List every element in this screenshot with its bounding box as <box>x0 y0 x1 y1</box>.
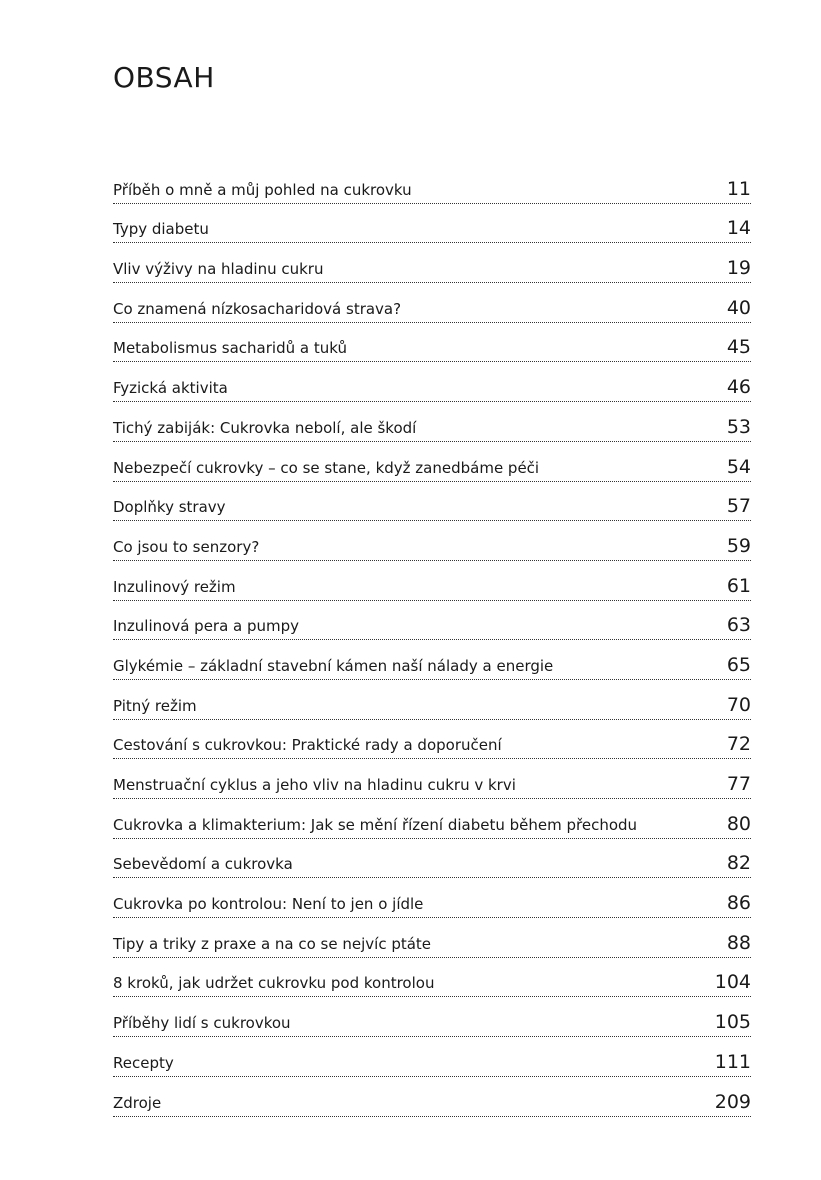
toc-entry-title: Menstruační cyklus a jeho vliv na hladinu cukru v krvi <box>113 776 516 794</box>
toc-entry[interactable] <box>113 362 751 402</box>
toc-entry-page-number: 88 <box>726 931 751 954</box>
toc-entry[interactable] <box>113 204 751 244</box>
toc-entry-title: Pitný režim <box>113 696 197 715</box>
toc-entry-page-number: 86 <box>726 892 751 915</box>
toc-entry-title: Cukrovka a klimakterium: Jak se mění řízení diabetu během přechodu <box>113 815 638 834</box>
toc-entry-title: Zdroje <box>113 1093 162 1112</box>
toc-entry-title: Cukrovka po kontrolou: Není to jen o jídle <box>113 895 424 914</box>
toc-entry-page-number: 61 <box>726 574 751 597</box>
toc-entry[interactable] <box>113 283 751 323</box>
toc-entry-title: Co znamená nízkosacharidová strava? <box>113 299 402 318</box>
toc-entry-title: Příběhy lidí s cukrovkou <box>113 1014 291 1033</box>
toc-entry[interactable] <box>113 918 751 958</box>
toc-entry-title: Metabolismus sacharidů a tuků <box>113 339 347 358</box>
toc-entry-page-number: 104 <box>714 971 751 994</box>
toc-entry-page-number: 45 <box>726 336 751 359</box>
toc-entry[interactable] <box>113 402 751 442</box>
toc-entry-page-number: 11 <box>726 177 751 200</box>
toc-entry-page-number: 72 <box>726 733 751 756</box>
toc-entry-title: Sebevědomí a cukrovka <box>113 855 293 874</box>
toc-entry[interactable] <box>113 164 751 204</box>
toc-entry-page-number: 59 <box>726 534 751 557</box>
toc-entry[interactable] <box>113 958 751 998</box>
page-title: OBSAH <box>113 61 215 94</box>
toc-entry[interactable] <box>113 640 751 680</box>
toc-entry-page-number: 209 <box>714 1090 751 1113</box>
toc-entry-title: Doplňky stravy <box>113 498 226 517</box>
toc-entry-page-number: 80 <box>726 812 751 835</box>
toc-entry-page-number: 14 <box>726 217 751 240</box>
toc-entry-title: Typy diabetu <box>113 220 209 239</box>
toc-entry[interactable] <box>113 243 751 283</box>
toc-entry[interactable] <box>113 799 751 839</box>
toc-entry-title: Tipy a triky z praxe a na co se nejvíc ptáte <box>113 934 432 953</box>
toc-entry-title: Cestování s cukrovkou: Praktické rady a doporučení <box>113 736 502 755</box>
toc-entry-title: Tichý zabiják: Cukrovka nebolí, ale škodí <box>113 418 417 437</box>
toc-entry[interactable] <box>113 482 751 522</box>
toc-entry-page-number: 105 <box>714 1011 751 1034</box>
toc-entry-page-number: 82 <box>726 852 751 875</box>
toc-entry[interactable] <box>113 680 751 720</box>
toc-entry[interactable] <box>113 442 751 482</box>
toc-entry-page-number: 19 <box>726 257 751 280</box>
toc-entry-page-number: 63 <box>726 614 751 637</box>
toc-entry[interactable] <box>113 1037 751 1077</box>
toc-entry-title: Fyzická aktivita <box>113 379 228 398</box>
toc-entry-title: Inzulinový režim <box>113 577 236 596</box>
toc-entry[interactable] <box>113 759 751 799</box>
toc-entry[interactable] <box>113 561 751 601</box>
toc-entry-title: Inzulinová pera a pumpy <box>113 617 300 636</box>
toc-entry-title: Nebezpečí cukrovky – co se stane, když zanedbáme péči <box>113 458 540 477</box>
table-of-contents <box>113 164 751 1117</box>
toc-entry-page-number: 77 <box>726 773 751 795</box>
toc-entry-page-number: 53 <box>726 415 751 438</box>
toc-entry[interactable] <box>113 323 751 363</box>
toc-entry-page-number: 54 <box>726 455 751 478</box>
toc-entry-page-number: 70 <box>726 693 751 716</box>
toc-entry[interactable] <box>113 997 751 1037</box>
toc-entry-title: 8 kroků, jak udržet cukrovku pod kontrolou <box>113 974 435 993</box>
toc-entry-title: Recepty <box>113 1053 174 1072</box>
toc-entry[interactable] <box>113 878 751 918</box>
toc-entry-page-number: 40 <box>726 296 751 319</box>
toc-entry-title: Co jsou to senzory? <box>113 537 260 556</box>
toc-entry-page-number: 46 <box>726 376 751 399</box>
toc-entry[interactable] <box>113 521 751 561</box>
toc-entry-page-number: 57 <box>726 495 751 518</box>
toc-entry[interactable] <box>113 720 751 760</box>
toc-entry[interactable] <box>113 839 751 879</box>
toc-entry-title: Příběh o mně a můj pohled na cukrovku <box>113 180 412 199</box>
toc-entry-title: Glykémie – základní stavební kámen naší nálady a energie <box>113 656 554 675</box>
toc-entry-page-number: 65 <box>726 653 751 676</box>
toc-entry[interactable] <box>113 601 751 641</box>
toc-entry-title: Vliv výživy na hladinu cukru <box>113 260 324 279</box>
toc-entry[interactable] <box>113 1077 751 1117</box>
toc-entry-page-number: 111 <box>714 1050 751 1073</box>
